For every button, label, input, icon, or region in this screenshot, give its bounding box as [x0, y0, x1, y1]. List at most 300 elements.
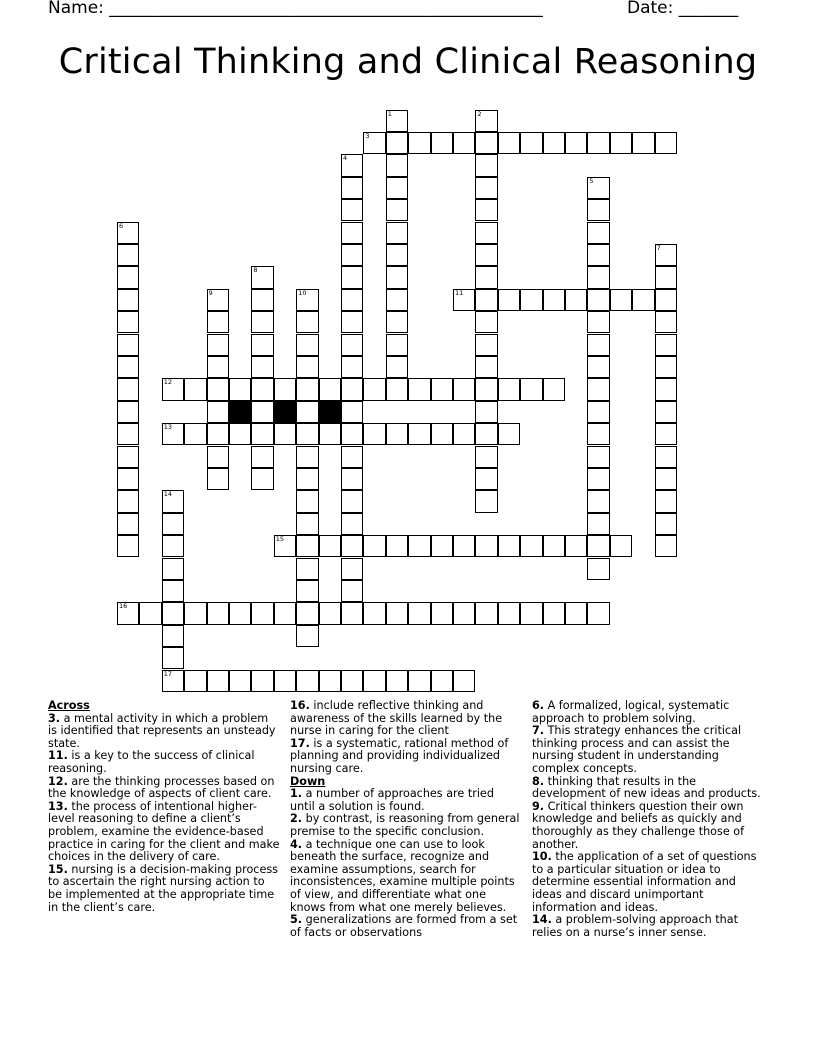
grid-cell[interactable]	[520, 132, 542, 154]
grid-cell[interactable]	[296, 334, 318, 356]
grid-cell[interactable]	[587, 222, 609, 244]
clue-number: 9.	[532, 799, 545, 813]
grid-cell[interactable]	[408, 670, 430, 692]
grid-cell[interactable]	[363, 378, 385, 400]
grid-cell[interactable]	[251, 401, 273, 423]
clue-number: 2	[477, 109, 482, 118]
clue-text: by contrast, is reasoning from general premise to the specific conclusion.	[290, 812, 520, 838]
clue-number: 6.	[532, 699, 545, 712]
grid-cell[interactable]	[319, 378, 341, 400]
grid-cell[interactable]	[341, 334, 363, 356]
grid-cell[interactable]	[341, 222, 363, 244]
page-title: Critical Thinking and Clinical Reasoning	[58, 42, 758, 82]
name-field-label: Name: ___________________________________________________	[48, 0, 543, 18]
grid-cell[interactable]	[296, 311, 318, 333]
grid-cell[interactable]	[498, 423, 520, 445]
grid-cell[interactable]	[296, 602, 318, 624]
grid-cell[interactable]	[251, 378, 273, 400]
grid-cell[interactable]	[184, 602, 206, 624]
date-field-label: Date: _______	[627, 0, 739, 18]
clue-number: 2.	[290, 812, 303, 826]
grid-cell[interactable]	[520, 602, 542, 624]
grid-cell[interactable]	[565, 289, 587, 311]
grid-cell[interactable]	[431, 132, 453, 154]
grid-cell[interactable]	[162, 378, 184, 400]
clue-text: Critical thinkers question their own knowledge and beliefs as quickly and thoroughly as they challenge those of another.	[532, 799, 745, 851]
grid-cell[interactable]	[386, 289, 408, 311]
grid-cell[interactable]	[431, 378, 453, 400]
grid-cell[interactable]	[117, 378, 139, 400]
clue-number: 10.	[532, 850, 552, 864]
down-clue	[532, 801, 764, 851]
across-clue	[48, 750, 280, 775]
grid-cell[interactable]	[632, 132, 654, 154]
grid-cell[interactable]	[117, 602, 139, 624]
grid-cell[interactable]	[475, 334, 497, 356]
across-clue	[48, 776, 280, 801]
grid-cell[interactable]	[655, 244, 677, 266]
grid-cell[interactable]	[498, 602, 520, 624]
grid-cell[interactable]	[296, 289, 318, 311]
grid-cell[interactable]	[386, 154, 408, 176]
clue-text: A formalized, logical, systematic approach to problem solving.	[532, 699, 730, 725]
grid-cell[interactable]	[162, 602, 184, 624]
clue-text: a mental activity in which a problem is identified that represents an unsteady state.	[48, 711, 276, 750]
grid-cell[interactable]	[520, 378, 542, 400]
grid-cell[interactable]	[319, 423, 341, 445]
grid-cell[interactable]	[251, 289, 273, 311]
clue-text: is a systematic, rational method of planning and providing individualized nursing care.	[290, 736, 509, 775]
clue-number: 14.	[532, 913, 552, 927]
grid-cell[interactable]	[274, 423, 296, 445]
grid-cell[interactable]	[655, 132, 677, 154]
down-clue	[532, 776, 764, 801]
grid-cell[interactable]	[498, 378, 520, 400]
grid-cell[interactable]	[587, 311, 609, 333]
grid-cell[interactable]	[453, 535, 475, 557]
grid-cell[interactable]	[117, 535, 139, 557]
clue-text: a number of approaches are tried until a solution is found.	[290, 787, 494, 813]
clue-number: 9	[208, 288, 213, 297]
grid-cell[interactable]	[117, 311, 139, 333]
grid-cell[interactable]	[543, 535, 565, 557]
grid-cell[interactable]	[655, 423, 677, 445]
grid-cell[interactable]	[565, 535, 587, 557]
grid-cell[interactable]	[475, 154, 497, 176]
grid-cell[interactable]	[655, 311, 677, 333]
grid-cell[interactable]	[587, 356, 609, 378]
grid-cell[interactable]	[341, 535, 363, 557]
grid-cell[interactable]	[274, 378, 296, 400]
grid-cell[interactable]	[341, 602, 363, 624]
grid-cell[interactable]	[655, 334, 677, 356]
grid-cell[interactable]	[229, 602, 251, 624]
grid-cell[interactable]	[587, 378, 609, 400]
grid-cell[interactable]	[319, 602, 341, 624]
grid-cell[interactable]	[386, 199, 408, 221]
grid-cell[interactable]	[386, 378, 408, 400]
grid-cell[interactable]	[274, 535, 296, 557]
grid-cell[interactable]	[117, 446, 139, 468]
down-clue	[532, 700, 764, 725]
grid-cell[interactable]	[229, 423, 251, 445]
grid-cell[interactable]	[207, 289, 229, 311]
grid-cell[interactable]	[251, 602, 273, 624]
grid-cell[interactable]	[475, 311, 497, 333]
grid-cell[interactable]	[408, 132, 430, 154]
clue-number: 11	[455, 288, 464, 297]
grid-cell[interactable]	[453, 132, 475, 154]
grid-cell[interactable]	[274, 670, 296, 692]
grid-cell[interactable]	[610, 535, 632, 557]
across-clue	[48, 801, 280, 864]
grid-cell[interactable]	[319, 670, 341, 692]
grid-cell[interactable]	[296, 356, 318, 378]
grid-cell[interactable]	[117, 356, 139, 378]
grid-cell[interactable]	[655, 535, 677, 557]
across-clue	[48, 864, 280, 914]
grid-cell[interactable]	[319, 535, 341, 557]
grid-cell[interactable]	[475, 244, 497, 266]
grid-cell[interactable]	[498, 132, 520, 154]
clue-number: 13	[163, 423, 173, 432]
grid-cell[interactable]	[207, 423, 229, 445]
clue-number: 16.	[290, 699, 310, 712]
grid-cell[interactable]	[162, 513, 184, 535]
grid-cell[interactable]	[453, 602, 475, 624]
clue-number: 11.	[48, 749, 68, 763]
clue-text: the process of intentional higher-level reasoning to define a client’s problem, examine the evidence-based practice in caring for the client and make choices in the delivery of care.	[48, 799, 280, 864]
grid-cell[interactable]	[229, 670, 251, 692]
grid-cell[interactable]	[475, 110, 497, 132]
grid-cell[interactable]	[475, 535, 497, 557]
grid-cell[interactable]	[296, 625, 318, 647]
clue-text: thinking that results in the development of new ideas and products.	[532, 774, 761, 801]
grid-cell[interactable]	[453, 423, 475, 445]
grid-cell[interactable]	[498, 535, 520, 557]
clue-number: 10	[298, 288, 307, 297]
clue-text: generalizations are formed from a set of facts or observations	[290, 913, 518, 939]
clues-column-2	[290, 700, 522, 939]
grid-cell[interactable]	[184, 378, 206, 400]
grid-cell[interactable]	[587, 132, 609, 154]
grid-cell[interactable]	[655, 356, 677, 378]
clue-text: This strategy enhances the critical thinking process and can assist the nursing student in understanding complex concepts.	[532, 724, 742, 775]
grid-cell[interactable]	[475, 222, 497, 244]
grid-cell[interactable]	[341, 356, 363, 378]
grid-cell[interactable]	[587, 558, 609, 580]
grid-cell[interactable]	[363, 423, 385, 445]
grid-cell[interactable]	[117, 334, 139, 356]
grid-cell[interactable]	[453, 670, 475, 692]
grid-cell[interactable]	[251, 446, 273, 468]
clue-number: 3.	[48, 711, 61, 725]
clue-number: 7	[656, 243, 661, 252]
grid-cell[interactable]	[162, 558, 184, 580]
grid-cell[interactable]	[162, 625, 184, 647]
grid-cell[interactable]	[117, 244, 139, 266]
grid-cell[interactable]	[386, 602, 408, 624]
clue-number: 13.	[48, 799, 68, 813]
grid-cell[interactable]	[117, 513, 139, 535]
grid-cell[interactable]	[207, 468, 229, 490]
grid-cell[interactable]	[587, 244, 609, 266]
clue-text: a technique one can use to look beneath the surface, recognize and examine assumptions, search for inconsistences, examine multiple points of view, and differentiate what one knows from what one merely believes.	[290, 837, 515, 914]
across-clue	[290, 738, 522, 776]
grid-cell[interactable]	[386, 132, 408, 154]
grid-cell[interactable]	[386, 311, 408, 333]
grid-cell[interactable]	[296, 580, 318, 602]
grid-cell[interactable]	[431, 423, 453, 445]
grid-cell[interactable]	[296, 446, 318, 468]
grid-cell[interactable]	[251, 356, 273, 378]
grid-cell[interactable]	[363, 132, 385, 154]
grid-cell[interactable]	[475, 602, 497, 624]
grid-cell[interactable]	[341, 289, 363, 311]
grid-cell[interactable]	[655, 378, 677, 400]
grid-cell[interactable]	[251, 334, 273, 356]
grid-cell[interactable]	[251, 423, 273, 445]
grid-cell[interactable]	[587, 401, 609, 423]
clue-number: 1	[387, 109, 392, 118]
grid-cell[interactable]	[520, 289, 542, 311]
grid-cell[interactable]	[386, 423, 408, 445]
grid-cell[interactable]	[117, 468, 139, 490]
clue-number: 14	[163, 490, 173, 499]
grid-cell[interactable]	[296, 468, 318, 490]
grid-cell[interactable]	[251, 266, 273, 288]
grid-cell[interactable]	[341, 378, 363, 400]
grid-cell[interactable]	[543, 602, 565, 624]
clue-number: 6	[119, 221, 124, 230]
grid-cell[interactable]	[655, 468, 677, 490]
grid-cell[interactable]	[475, 266, 497, 288]
clue-number: 1.	[290, 787, 303, 801]
grid-cell[interactable]	[341, 311, 363, 333]
grid-cell[interactable]	[341, 199, 363, 221]
grid-cell[interactable]	[184, 670, 206, 692]
grid-cell[interactable]	[453, 378, 475, 400]
grid-cell[interactable]	[587, 513, 609, 535]
clue-number: 15	[275, 535, 285, 544]
clue-text: nursing is a decision-making process to ascertain the right nursing action to be implemented at the appropriate time in the client’s care.	[48, 862, 278, 914]
grid-cell[interactable]	[229, 378, 251, 400]
grid-cell[interactable]	[207, 401, 229, 423]
grid-cell[interactable]	[341, 401, 363, 423]
grid-cell[interactable]	[475, 423, 497, 445]
grid-cell[interactable]	[117, 401, 139, 423]
down-clue	[290, 813, 522, 838]
grid-cell[interactable]	[475, 177, 497, 199]
grid-cell[interactable]	[587, 535, 609, 557]
grid-cell[interactable]	[543, 132, 565, 154]
grid-cell[interactable]	[162, 670, 184, 692]
grid-cell[interactable]	[655, 446, 677, 468]
grid-cell[interactable]	[543, 289, 565, 311]
grid-cell[interactable]	[296, 423, 318, 445]
across-clue	[48, 713, 280, 751]
grid-cell[interactable]	[207, 670, 229, 692]
grid-cell[interactable]	[341, 244, 363, 266]
grid-cell[interactable]	[475, 490, 497, 512]
clue-number: 3	[365, 131, 370, 140]
down-clue	[290, 839, 522, 915]
grid-cell[interactable]	[520, 535, 542, 557]
grid-cell[interactable]	[184, 423, 206, 445]
grid-cell[interactable]	[587, 446, 609, 468]
clue-number: 4	[343, 154, 348, 163]
grid-cell[interactable]	[475, 446, 497, 468]
grid-cell[interactable]	[587, 177, 609, 199]
grid-cell[interactable]	[341, 154, 363, 176]
grid-cell[interactable]	[386, 334, 408, 356]
clue-number: 12	[163, 378, 173, 387]
grid-cell[interactable]	[341, 266, 363, 288]
grid-cell[interactable]	[431, 602, 453, 624]
grid-cell[interactable]	[475, 199, 497, 221]
grid-cell[interactable]	[341, 423, 363, 445]
grid-cell[interactable]	[475, 289, 497, 311]
grid-cell[interactable]	[431, 670, 453, 692]
grid-cell[interactable]	[386, 266, 408, 288]
grid-cell[interactable]	[587, 602, 609, 624]
grid-cell[interactable]	[117, 289, 139, 311]
grid-cell[interactable]	[296, 490, 318, 512]
clue-number: 17	[163, 669, 173, 678]
grid-cell[interactable]	[655, 266, 677, 288]
grid-cell[interactable]	[363, 670, 385, 692]
grid-cell[interactable]	[386, 110, 408, 132]
grid-cell[interactable]	[408, 535, 430, 557]
clue-text: are the thinking processes based on the knowledge of aspects of client care.	[48, 774, 275, 801]
grid-cell[interactable]	[162, 580, 184, 602]
grid-cell[interactable]	[341, 446, 363, 468]
grid-cell[interactable]	[207, 311, 229, 333]
grid-cell[interactable]	[341, 490, 363, 512]
grid-cell[interactable]	[655, 490, 677, 512]
grid-cell[interactable]	[453, 289, 475, 311]
grid-cell[interactable]	[117, 222, 139, 244]
grid-cell[interactable]	[296, 535, 318, 557]
clues-column-3	[532, 700, 764, 939]
grid-cell[interactable]	[207, 446, 229, 468]
grid-cell[interactable]	[610, 132, 632, 154]
grid-cell[interactable]	[543, 378, 565, 400]
grid-cell[interactable]	[341, 558, 363, 580]
grid-cell[interactable]	[587, 289, 609, 311]
grid-cell[interactable]	[117, 266, 139, 288]
grid-cell[interactable]	[117, 490, 139, 512]
clue-number: 7.	[532, 724, 545, 738]
grid-cell[interactable]	[162, 647, 184, 669]
grid-cell[interactable]	[587, 266, 609, 288]
down-clue	[532, 914, 764, 939]
grid-cell[interactable]	[363, 535, 385, 557]
grid-cell[interactable]	[655, 513, 677, 535]
grid-cell[interactable]	[655, 401, 677, 423]
grid-cell[interactable]	[565, 132, 587, 154]
grid-cell[interactable]	[207, 602, 229, 624]
grid-cell[interactable]	[162, 423, 184, 445]
across-heading: Across	[48, 699, 90, 712]
grid-cell[interactable]	[296, 558, 318, 580]
grid-cell[interactable]	[587, 199, 609, 221]
clue-text: a problem-solving approach that relies on a nurse’s inner sense.	[532, 913, 739, 939]
grid-cell[interactable]	[408, 423, 430, 445]
grid-cell[interactable]	[386, 222, 408, 244]
across-clue	[290, 700, 522, 738]
grid-cell[interactable]	[296, 401, 318, 423]
clue-number: 4.	[290, 837, 303, 851]
grid-cell[interactable]	[475, 356, 497, 378]
grid-cell[interactable]	[587, 334, 609, 356]
clue-number: 15.	[48, 862, 68, 876]
grid-cell[interactable]	[251, 311, 273, 333]
grid-cell[interactable]	[655, 289, 677, 311]
down-clue	[532, 851, 764, 914]
grid-cell[interactable]	[386, 356, 408, 378]
grid-cell[interactable]	[251, 670, 273, 692]
grid-cell[interactable]	[139, 602, 161, 624]
grid-cell[interactable]	[296, 670, 318, 692]
grid-cell[interactable]	[475, 378, 497, 400]
grid-cell[interactable]	[162, 490, 184, 512]
grid-cell[interactable]	[386, 535, 408, 557]
grid-cell[interactable]	[475, 468, 497, 490]
grid-cell[interactable]	[587, 468, 609, 490]
down-clue	[290, 788, 522, 813]
grid-cell[interactable]	[341, 468, 363, 490]
black-cell	[274, 401, 296, 423]
black-cell	[229, 401, 251, 423]
grid-cell[interactable]	[408, 378, 430, 400]
grid-cell[interactable]	[386, 670, 408, 692]
grid-cell[interactable]	[587, 423, 609, 445]
clue-text: the application of a set of questions to a particular situation or idea to determine essential information and ideas and discard unimportant information and ideas.	[532, 850, 757, 914]
grid-cell[interactable]	[296, 513, 318, 535]
clue-number: 12.	[48, 774, 68, 788]
grid-cell[interactable]	[386, 244, 408, 266]
grid-cell[interactable]	[341, 580, 363, 602]
clue-text: include reflective thinking and awareness of the skills learned by the nurse in caring for the client	[290, 699, 503, 738]
grid-cell[interactable]	[610, 289, 632, 311]
grid-cell[interactable]	[296, 378, 318, 400]
down-heading: Down	[290, 774, 326, 788]
grid-cell[interactable]	[207, 356, 229, 378]
grid-cell[interactable]	[363, 602, 385, 624]
grid-cell[interactable]	[632, 289, 654, 311]
grid-cell[interactable]	[207, 334, 229, 356]
grid-cell[interactable]	[587, 490, 609, 512]
grid-cell[interactable]	[565, 602, 587, 624]
clue-number: 16	[119, 602, 128, 611]
grid-cell[interactable]	[386, 177, 408, 199]
grid-cell[interactable]	[341, 177, 363, 199]
grid-cell[interactable]	[274, 602, 296, 624]
grid-cell[interactable]	[162, 535, 184, 557]
clues-column-1	[48, 700, 280, 914]
grid-cell[interactable]	[408, 602, 430, 624]
grid-cell[interactable]	[207, 378, 229, 400]
grid-cell[interactable]	[341, 670, 363, 692]
grid-cell[interactable]	[341, 513, 363, 535]
grid-cell[interactable]	[117, 423, 139, 445]
grid-cell[interactable]	[251, 468, 273, 490]
grid-cell[interactable]	[498, 289, 520, 311]
grid-cell[interactable]	[431, 535, 453, 557]
grid-cell[interactable]	[475, 132, 497, 154]
grid-cell[interactable]	[475, 401, 497, 423]
